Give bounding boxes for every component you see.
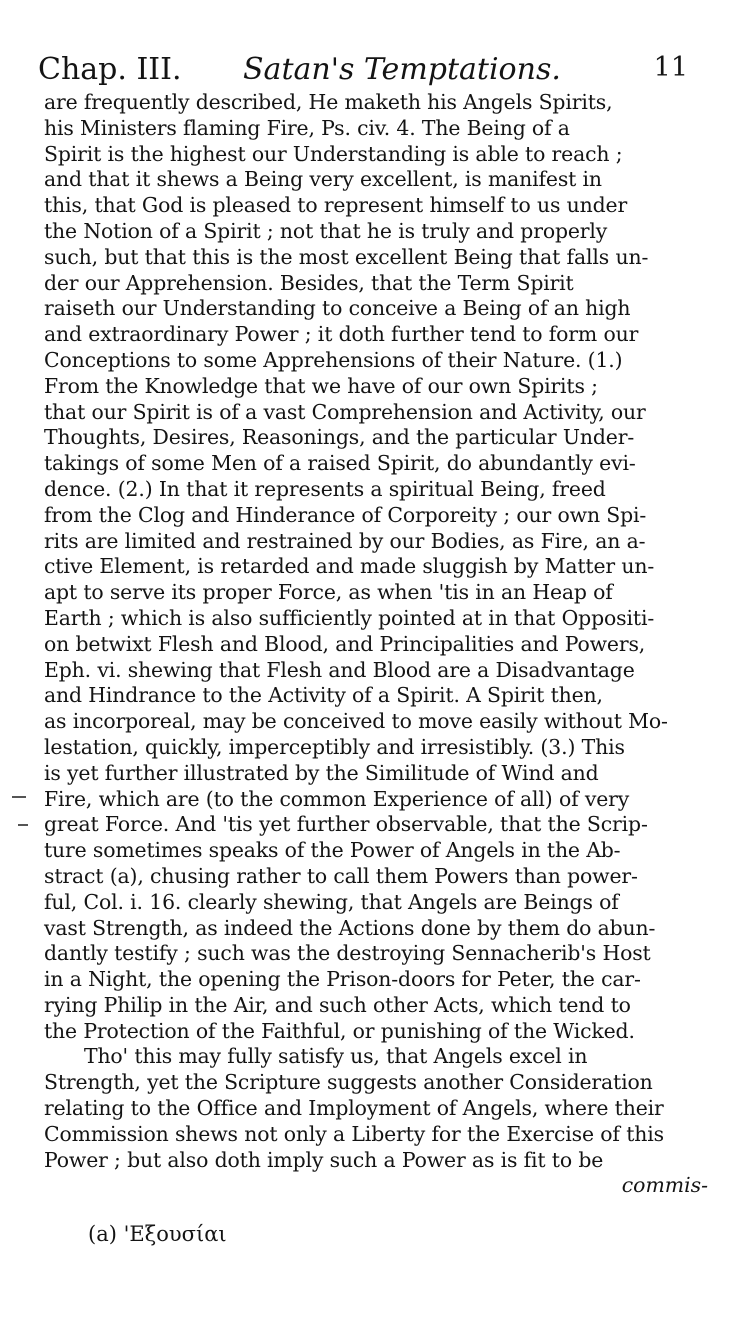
page-number: 11 [653, 52, 688, 83]
text-line: the Notion of a Spirit ; not that he is truly and properly [44, 218, 608, 243]
text-line: stract (a), chusing rather to call them Powers than power- [44, 863, 638, 888]
catchword: commis- [621, 1173, 708, 1198]
text-line: ctive Element, is retarded and made sluggish by Matter un- [44, 554, 655, 579]
text-line: are frequently described, He maketh his Angels Spirits, [44, 90, 613, 114]
text-line: as incorporeal, may be conceived to move easily without Mo- [44, 709, 668, 734]
text-line: takings of some Men of a raised Spirit, do abundantly evi- [44, 451, 636, 476]
text-line: dence. (2.) In that it represents a spiritual Being, freed [44, 476, 606, 501]
text-line: Commission shews not only a Liberty for the Exercise of this [44, 1121, 664, 1146]
text-line: and extraordinary Power ; it doth further tend to form our [44, 322, 639, 347]
running-title: Satan's Temptations. [243, 52, 561, 87]
text-line: relating to the Office and Imployment of Angels, where their [44, 1096, 664, 1121]
text-line: and that it shews a Being very excellent, is manifest in [44, 167, 602, 192]
text-line: Strength, yet the Scripture suggests another Consideration [44, 1070, 653, 1095]
text-line: great Force. And 'tis yet further observable, that the Scrip- [44, 812, 648, 837]
text-line: Conceptions to some Apprehensions of their Nature. (1.) [44, 347, 623, 372]
text-line: ful, Col. i. 16. clearly shewing, that Angels are Beings of [44, 889, 619, 914]
text-line: that our Spirit is of a vast Comprehension and Activity, our [44, 399, 646, 424]
margin-mark [18, 824, 28, 826]
text-line: from the Clog and Hinderance of Corporeity ; our own Spi- [44, 502, 647, 527]
footnote: (a) 'Εξουσίαι [88, 1222, 227, 1246]
body-text [44, 90, 714, 1199]
text-line: Spirit is the highest our Understanding is able to reach ; [44, 141, 623, 166]
text-line: on betwixt Flesh and Blood, and Principalities and Powers, [44, 631, 646, 656]
text-line: his Ministers flaming Fire, Ps. civ. 4. The Being of a [44, 115, 570, 140]
text-line: From the Knowledge that we have of our own Spirits ; [44, 373, 598, 398]
text-line: such, but that this is the most excellent Being that falls un- [44, 244, 649, 269]
running-header [38, 52, 688, 92]
text-line: ture sometimes speaks of the Power of Angels in the Ab- [44, 838, 621, 863]
chapter-label: Chap. III. [38, 52, 182, 87]
margin-mark [12, 796, 26, 798]
text-line: Eph. vi. shewing that Flesh and Blood are a Disadvantage [44, 657, 635, 682]
text-line: apt to serve its proper Force, as when 'tis in an Heap of [44, 580, 613, 605]
text-line: Power ; but also doth imply such a Power as is fit to be [44, 1147, 604, 1172]
text-line: rying Philip in the Air, and such other Acts, which tend to [44, 992, 631, 1017]
text-line: rits are limited and restrained by our Bodies, as Fire, an a- [44, 528, 646, 553]
text-line: vast Strength, as indeed the Actions done by them do abun- [44, 915, 656, 940]
text-line: is yet further illustrated by the Similitude of Wind and [44, 760, 599, 785]
text-line: der our Apprehension. Besides, that the Term Spirit [44, 270, 574, 295]
text-line: the Protection of the Faithful, or punishing of the Wicked. [44, 1018, 635, 1043]
text-line: raiseth our Understanding to conceive a Being of an high [44, 296, 631, 321]
text-line: in a Night, the opening the Prison-doors for Peter, the car- [44, 967, 641, 992]
text-line: Fire, which are (to the common Experience of all) of very [44, 786, 630, 811]
text-line: Tho' this may fully satisfy us, that Angels excel in [84, 1044, 588, 1069]
text-line: dantly testify ; such was the destroying Sennacherib's Host [44, 941, 651, 966]
text-line: lestation, quickly, imperceptibly and irresistibly. (3.) This [44, 734, 625, 759]
text-line: Earth ; which is also sufficiently pointed at in that Oppositi- [44, 605, 655, 630]
text-line: and Hindrance to the Activity of a Spirit. A Spirit then, [44, 683, 603, 708]
text-line: this, that God is pleased to represent himself to us under [44, 193, 628, 218]
text-line: Thoughts, Desires, Reasonings, and the particular Under- [44, 425, 635, 450]
